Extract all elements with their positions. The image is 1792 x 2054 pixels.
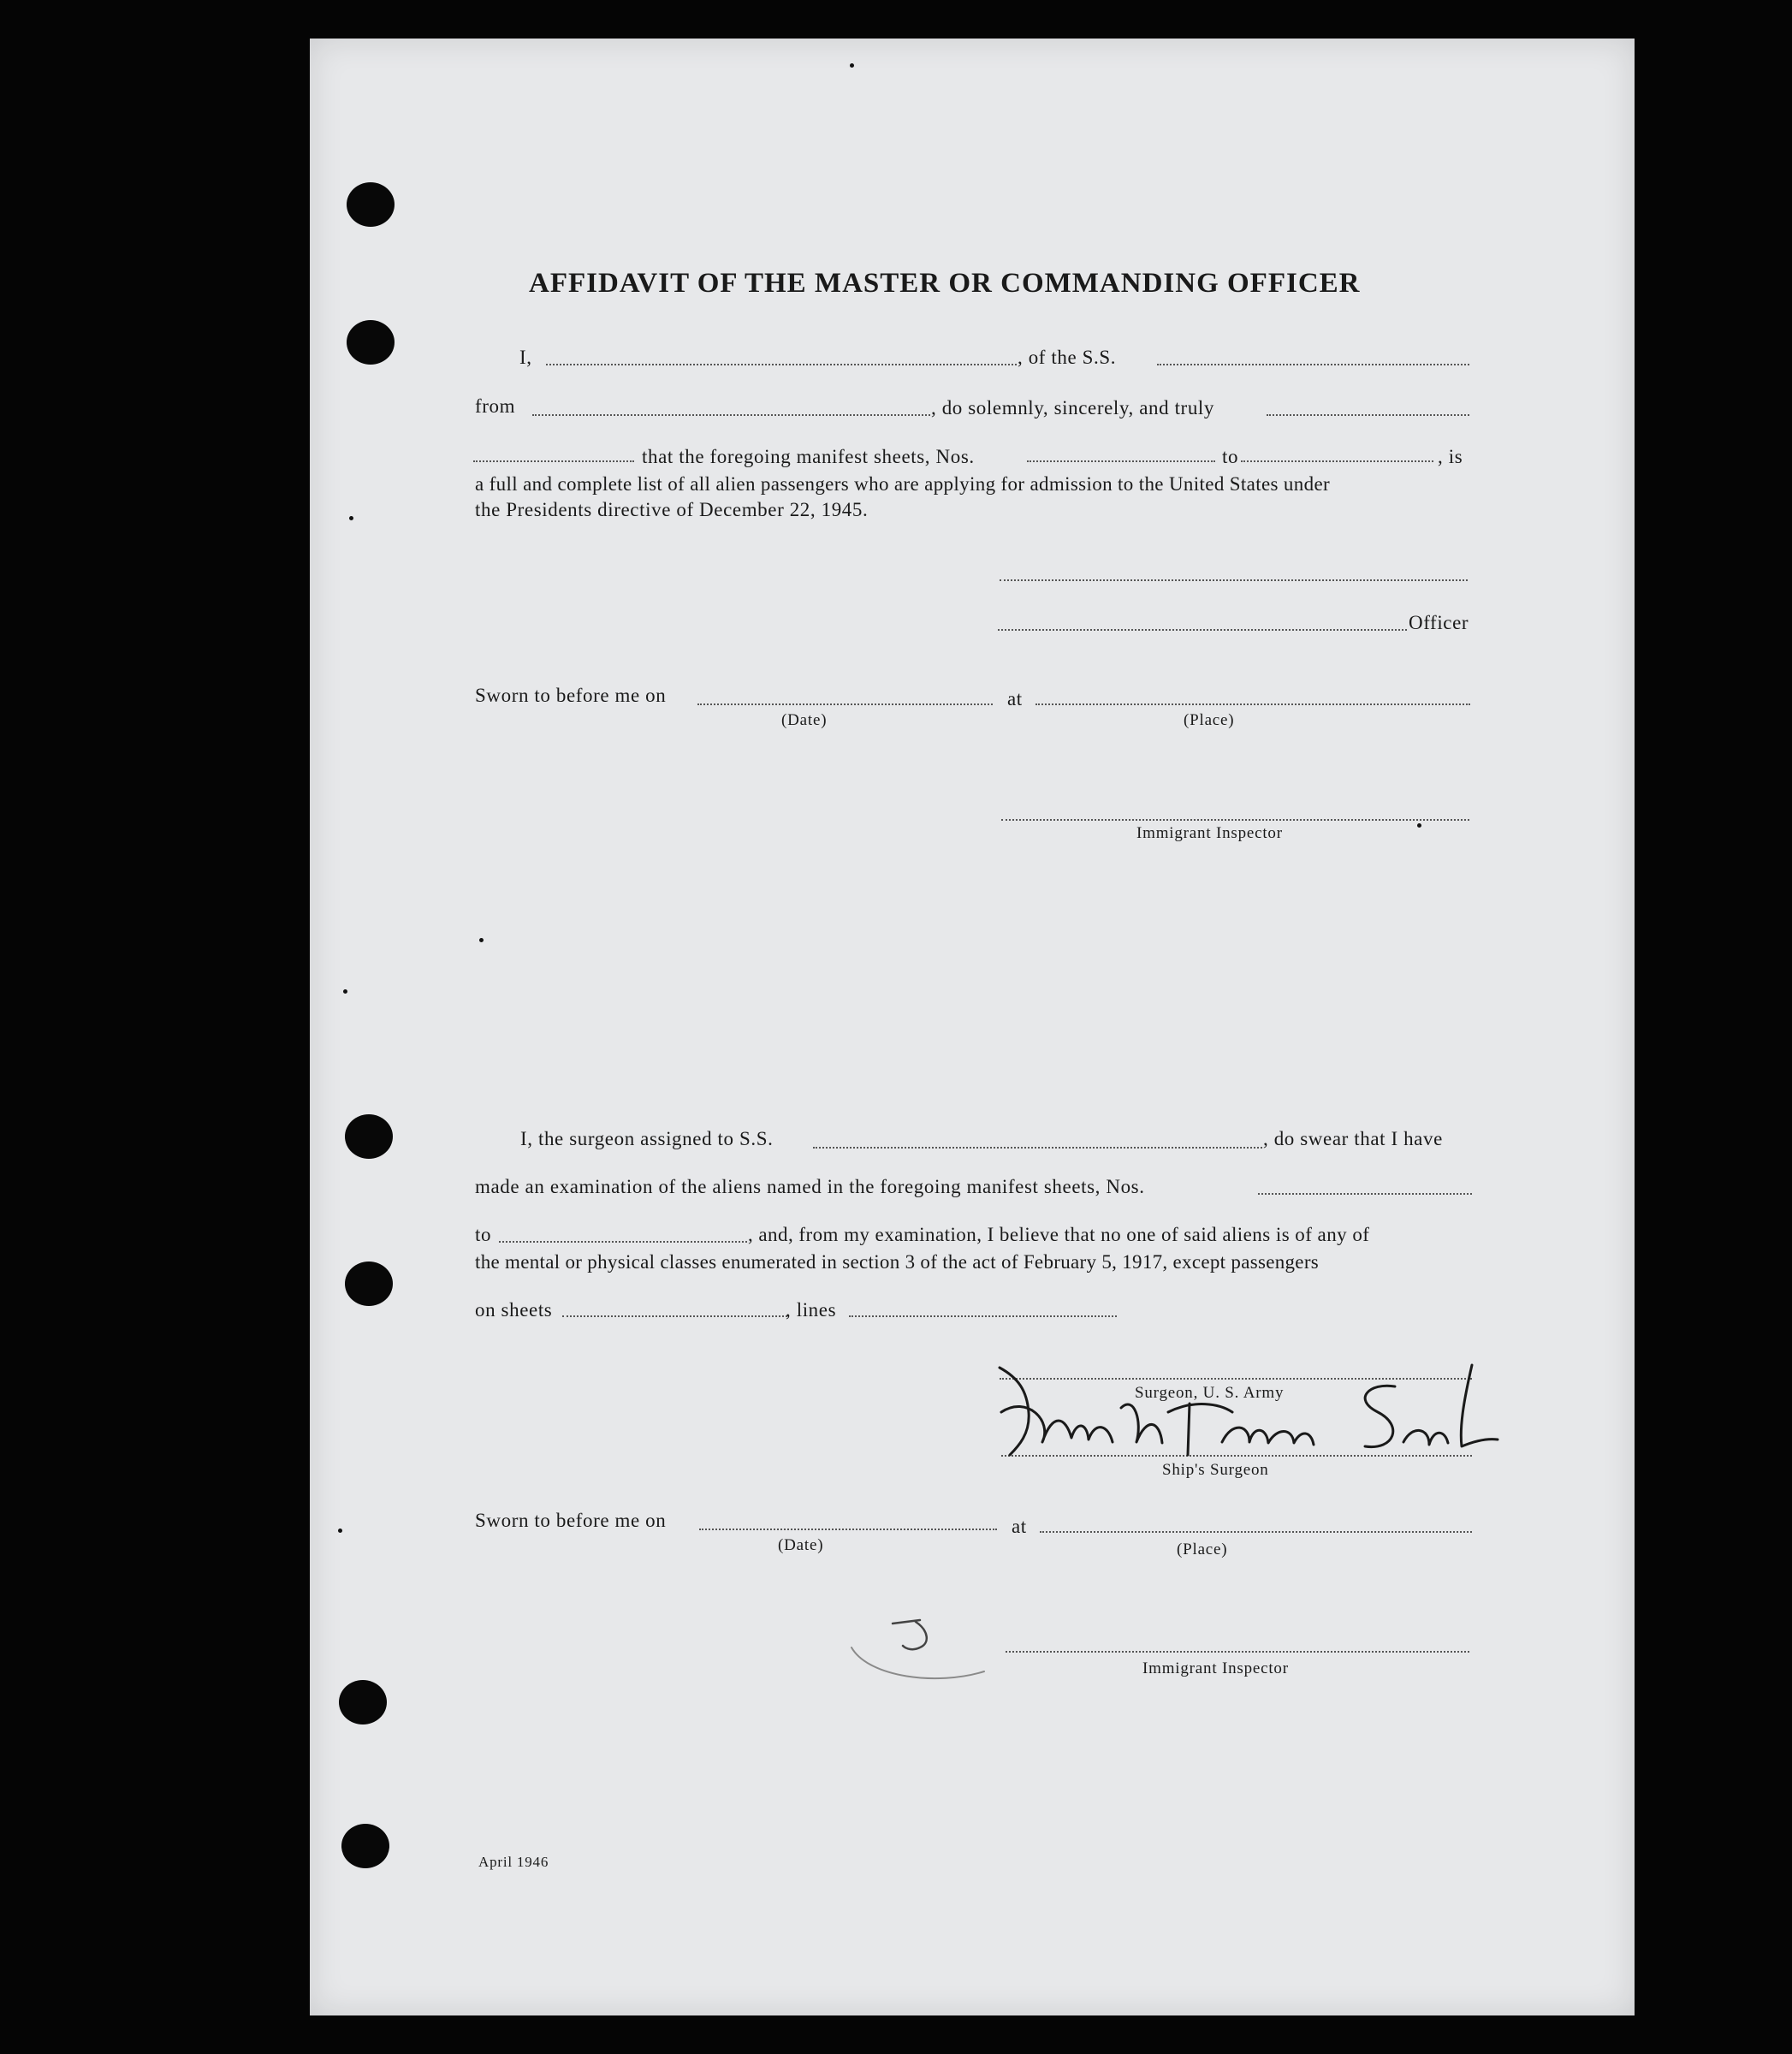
speck (349, 516, 353, 520)
form-page (310, 39, 1635, 2015)
punch-hole (345, 1114, 393, 1159)
surgeon-sheets-from-field[interactable] (1258, 1193, 1472, 1195)
manifest-sheets-label: that the foregoing manifest sheets, Nos. (642, 446, 975, 467)
inspector-caption: Immigrant Inspector (1136, 824, 1283, 842)
except-lines-field[interactable] (849, 1315, 1117, 1317)
do-solemnly-label: , do solemnly, sincerely, and truly (931, 397, 1215, 419)
surgeon-line-2: made an examination of the aliens named in the foregoing manifest sheets, Nos. (475, 1176, 1145, 1197)
surgeon-to-label: to (475, 1224, 492, 1245)
is-label: , is (1438, 446, 1463, 467)
ship-surgeon-caption: Ship's Surgeon (1162, 1461, 1269, 1479)
speck (338, 1529, 342, 1533)
master-body-line-2: the Presidents directive of December 22, 1945. (475, 499, 869, 520)
officer-signature-line-1[interactable] (1000, 579, 1468, 581)
form-title: AFFIDAVIT OF THE MASTER OR COMMANDING OFFICER (529, 268, 1361, 299)
punch-hole (347, 320, 395, 365)
army-surgeon-caption: Surgeon, U. S. Army (1135, 1384, 1285, 1402)
at-label: at (1007, 688, 1023, 709)
oath-continuation-field[interactable] (473, 460, 634, 462)
officer-signature-line-2[interactable] (998, 629, 1407, 631)
surgeon-sheets-to-field[interactable] (499, 1241, 747, 1243)
inspector-signature-line[interactable] (1001, 819, 1469, 821)
punch-hole (347, 182, 395, 227)
punch-hole (341, 1824, 389, 1868)
master-body-line-1: a full and complete list of all alien passengers who are applying for admission to the United States under (475, 473, 1331, 495)
speck (479, 938, 484, 942)
surgeon-sworn-label: Sworn to before me on (475, 1510, 667, 1531)
punch-hole (345, 1261, 393, 1306)
date-caption: (Date) (781, 711, 828, 729)
surgeon-sworn-place-field[interactable] (1040, 1531, 1472, 1533)
from-port-field[interactable] (532, 414, 930, 416)
officer-label: Officer (1409, 612, 1469, 633)
surgeon-sworn-date-field[interactable] (699, 1529, 997, 1530)
surgeon-line-1-start: I, the surgeon assigned to S.S. (520, 1128, 774, 1149)
surgeon-line-4: the mental or physical classes enumerated in section 3 of the act of February 5, 1917, except passengers (475, 1251, 1320, 1273)
sworn-place-field[interactable] (1035, 703, 1470, 705)
surgeon-inspector-signature-line[interactable] (1006, 1651, 1469, 1653)
surgeon-at-label: at (1012, 1516, 1027, 1537)
of-the-ss-label: , of the S.S. (1018, 347, 1117, 368)
footer-date: April 1946 (478, 1854, 549, 1870)
i-label: I, (519, 347, 532, 368)
ship-name-field[interactable] (1157, 364, 1469, 365)
surgeon-place-caption: (Place) (1177, 1540, 1228, 1558)
sworn-label: Sworn to before me on (475, 685, 667, 706)
surgeon-line-1-end: , do swear that I have (1263, 1128, 1443, 1149)
from-label: from (475, 395, 516, 417)
speck (850, 63, 854, 68)
surgeon-date-caption: (Date) (778, 1536, 824, 1554)
except-sheets-field[interactable] (562, 1315, 787, 1317)
master-name-field[interactable] (546, 364, 1017, 365)
place-caption: (Place) (1184, 711, 1235, 729)
handwritten-signature (993, 1361, 1506, 1472)
surgeon-line-3-end: , and, from my examination, I believe that no one of said aliens is of any of (748, 1224, 1370, 1245)
sheets-to-field[interactable] (1241, 460, 1433, 462)
surgeon-ship-field[interactable] (813, 1147, 1262, 1149)
sheets-from-field[interactable] (1027, 460, 1215, 462)
on-sheets-label: on sheets (475, 1299, 553, 1321)
oath-field[interactable] (1267, 414, 1469, 416)
speck (343, 989, 347, 994)
punch-hole (339, 1680, 387, 1725)
sworn-date-field[interactable] (697, 703, 993, 705)
faint-stamp-mark (834, 1596, 1006, 1690)
to-label: to (1222, 446, 1239, 467)
lines-label: , lines (786, 1299, 837, 1321)
surgeon-inspector-caption: Immigrant Inspector (1142, 1659, 1289, 1677)
speck (1417, 823, 1421, 828)
